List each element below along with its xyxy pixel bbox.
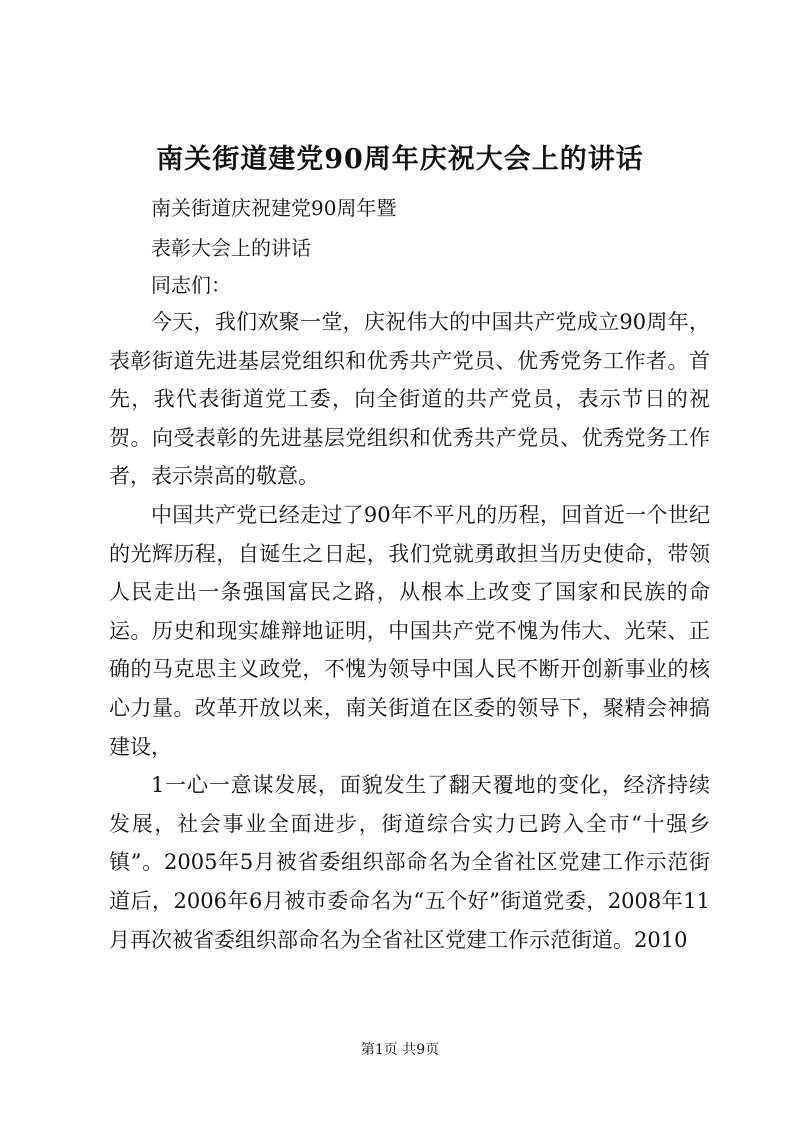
salutation: 同志们： — [151, 273, 231, 297]
subtitle-line-2: 表彰大会上的讲话 — [151, 236, 311, 260]
document-title: 南关街道建党90周年庆祝大会上的讲话 — [156, 144, 644, 175]
body-text — [109, 303, 710, 959]
paragraph-3: 1一心一意谋发展，面貌发生了翻天覆地的变化，经济持续发展，社会事业全面进步，街道综合实力已跨入全市“十强乡镇”。2005年5月被省委组织部命名为全省社区党建工作示范街道后，2006年6月被市委命名为“五个好”街道党委，2008年11月再次被省委组织部命名为全省社区党建工作示范街道。2010 — [109, 773, 710, 952]
subtitle-line-1: 南关街道庆祝建党90周年暨 — [151, 196, 397, 220]
paragraph-2: 中国共产党已经走过了90年不平凡的历程，回首近一个世纪的光辉历程，自诞生之日起，我们党就勇敢担当历史使命，带领人民走出一条强国富民之路，从根本上改变了国家和民族的命运。历史和现实雄辩地证明，中国共产党不愧为伟大、光荣、正确的马克思主义政党，不愧为领导中国人民不断开创新事业的核心力量。改革开放以来，南关街道在区委的领导下，聚精会神搞建设， — [109, 502, 710, 759]
paragraph-1: 今天，我们欢聚一堂，庆祝伟大的中国共产党成立90周年，表彰街道先进基层党组织和优秀共产党员、优秀党务工作者。首先，我代表街道党工委，向全街道的共产党员，表示节日的祝贺。向受表彰的先进基层党组织和优秀共产党员、优秀党务工作者，表示崇高的敬意。 — [109, 310, 710, 489]
page-footer: 第1页 共9页 — [360, 1042, 440, 1058]
